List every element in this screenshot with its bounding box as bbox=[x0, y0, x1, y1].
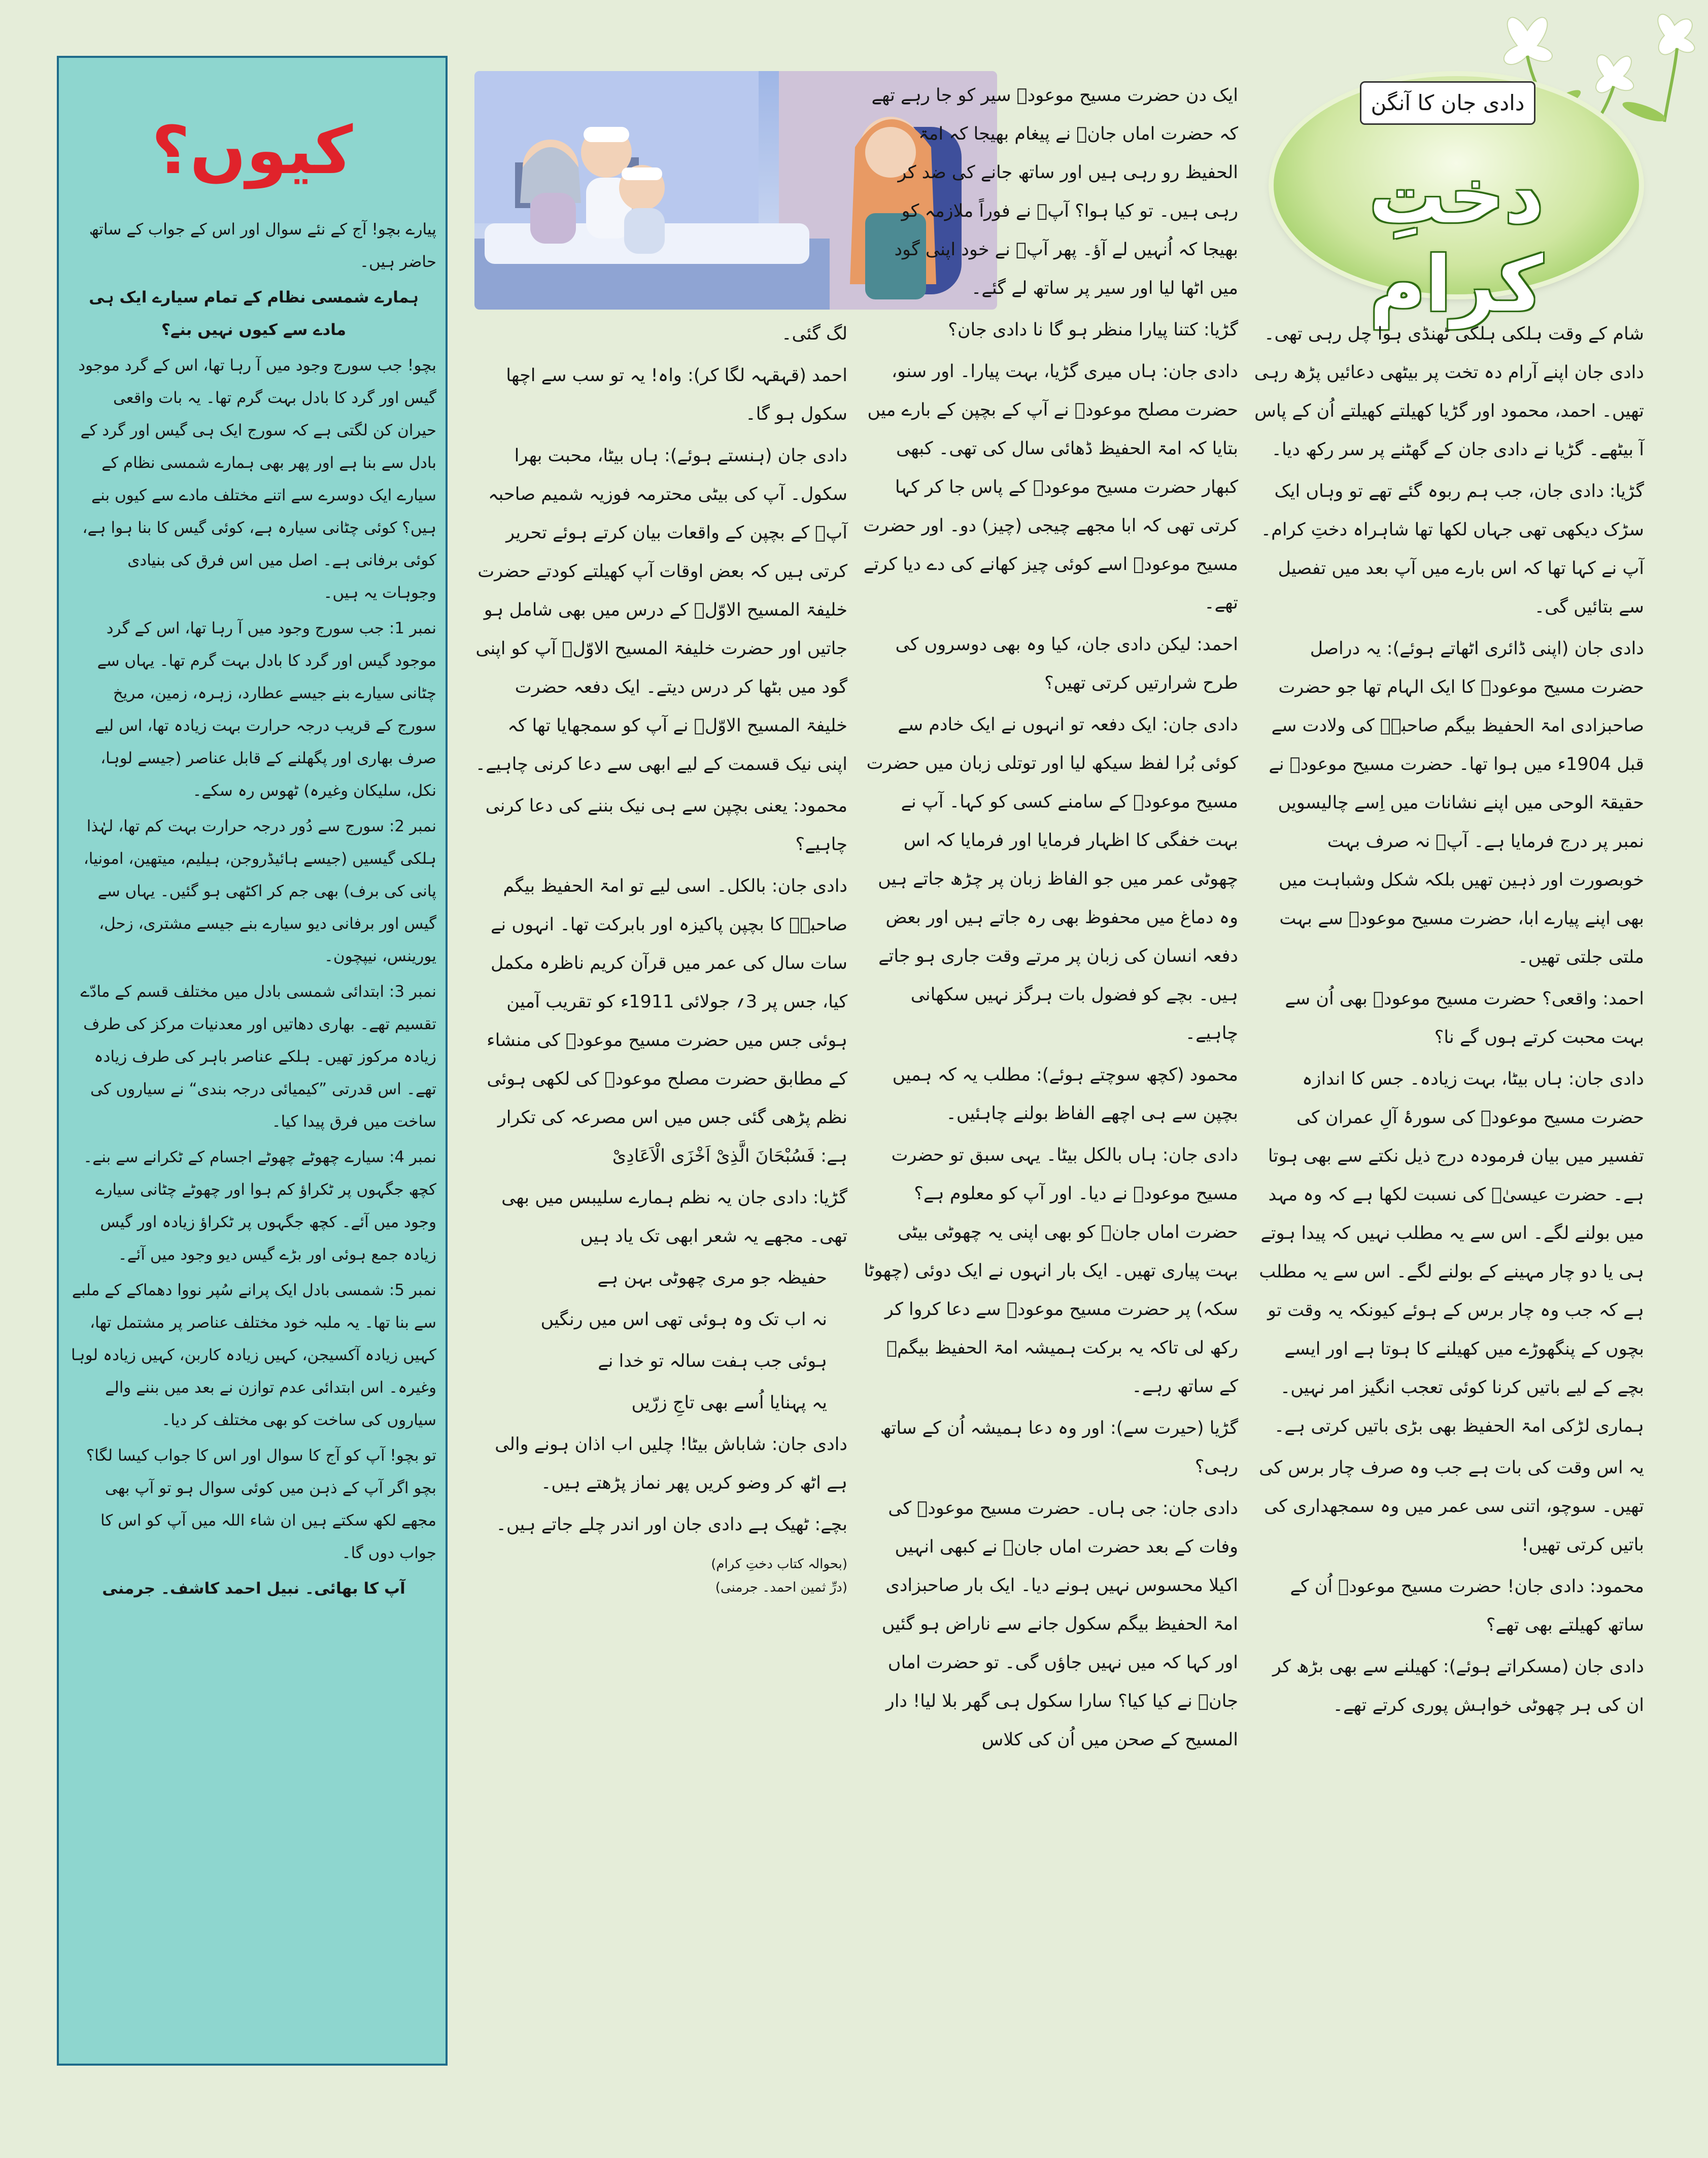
paragraph: دادی جان: جی ہاں۔ حضرت مسیح موعودؑ کی وفات کے بعد حضرت اماں جانؓ نے کبھی انہیں اکیلا محسوس نہیں ہونے دیا۔ ایک بار صاحبزادی امۃ الحفیظ بیگم سکول جانے سے ناراض ہو گئیں اور کہا کہ میں نہیں جاؤں گی۔ تو حضرت اماں جانؓ نے کیا کیا؟ سارا سکول ہی گھر بلا لیا! دار المسیح کے صحن میں اُن کی کلاس bbox=[881, 1498, 1238, 1750]
paragraph: گڑیا: کتنا پیارا منظر ہو گا نا دادی جان؟ bbox=[948, 320, 1238, 340]
paragraph: نمبر 1: جب سورج وجود میں آ رہا تھا، اس کے گرد موجود گیس اور گرد کا بادل بہت گرم تھا۔ یہاں سے چٹانی سیارے بنے جیسے عطارد، زہرہ، زمین، مریخ سورج کے قریب درجہ حرارت بہت زیادہ تھا، اس لیے صرف بھاری اور پگھلنے کے قابل عناصر (جیسے لوہا، نکل، سلیکان وغیرہ) ٹھوس رہ سکے۔ bbox=[95, 619, 436, 800]
paragraph: نمبر 2: سورج سے دُور درجہ حرارت بہت کم تھا، لہٰذا ہلکی گیسیں (جیسے ہائیڈروجن، ہیلیم، میتھین، امونیا، پانی کی برف) بھی جم کر اکٹھی ہو گئیں۔ یہاں سے گیس اور برفانی دیو سیارے بنے جیسے مشتری، زحل، یورینس، نیپچون۔ bbox=[83, 817, 436, 965]
paragraph: احمد: لیکن دادی جان، کیا وہ بھی دوسروں کی طرح شرارتیں کرتی تھیں؟ bbox=[895, 634, 1238, 693]
paragraph: یہ اس وقت کی بات ہے جب وہ صرف چار برس کی تھیں۔ سوچو، اتنی سی عمر میں وہ سمجھداری کی باتیں کرتی تھیں! bbox=[1259, 1458, 1644, 1555]
paragraph: گڑیا (حیرت سے): اور وہ دعا ہمیشہ اُن کے ساتھ رہی؟ bbox=[880, 1418, 1238, 1477]
poem-line: نہ اب تک وہ ہوئی تھی اس میں رنگیں bbox=[540, 1309, 827, 1330]
poem bbox=[472, 1259, 847, 1422]
author: (درِّ ثمین احمد۔ جرمنی) bbox=[715, 1580, 847, 1595]
signature: آپ کا بھائی۔ نبیل احمد کاشف۔ جرمنی bbox=[102, 1579, 405, 1598]
article-title: دختِ کرام bbox=[1369, 152, 1544, 329]
paragraph: ایک دن حضرت مسیح موعودؑ سیر کو جا رہے تھے کہ حضرت اماں جانؓ نے پیغام بھیجا کہ امۃ الحفیظ رو رہی ہیں اور ساتھ جانے کی ضد کر رہی ہیں۔ تو کیا ہوا؟ آپؑ نے فوراً ملازمہ کو بھیجا کہ اُنہیں لے آؤ۔ پھر آپؑ نے خود اپنی گود میں اٹھا لیا اور سیر پر ساتھ لے گئے۔ bbox=[871, 85, 1238, 298]
paragraph: پیارے بچو! آج کے نئے سوال اور اس کے جواب کے ساتھ حاضر ہیں۔ bbox=[89, 220, 436, 271]
paragraph: احمد (قہقہہ لگا کر): واہ! یہ تو سب سے اچھا سکول ہو گا۔ bbox=[506, 365, 847, 424]
paragraph: دادی جان: شاباش بیٹا! چلیں اب اذان ہونے والی ہے اٹھ کر وضو کریں پھر نماز پڑھتے ہیں۔ bbox=[495, 1434, 847, 1493]
paragraph: دادی جان: بالکل۔ اسی لیے تو امۃ الحفیظ بیگم صاحبہؓ کا بچپن پاکیزہ اور بابرکت تھا۔ انہوں نے سات سال کی عمر میں قرآن کریم ناظرہ مکمل کیا، جس پر 3؍ جولائی 1911ء کو تقریب آمین ہوئی جس میں حضرت مسیح موعودؑ کی منشاء کے مطابق حضرت مصلح موعودؓ کی لکھی ہوئی نظم پڑھی گئی جس میں اس مصرعہ کی تکرار ہے: فَسُبْحَانَ الَّذِیْ اَخْزَی الْاَعَادِیْ bbox=[487, 876, 847, 1166]
paragraph: بچے: ٹھیک ہے دادی جان اور اندر چلے جاتے ہیں۔ bbox=[496, 1514, 847, 1535]
paragraph: تو بچو! آپ کو آج کا سوال اور اس کا جواب کیسا لگا؟ بچو اگر آپ کے ذہن میں کوئی سوال ہو تو آپ بھی مجھے لکھ سکتے ہیں ان شاء اللہ میں آپ کو اس کا جواب دوں گا۔ bbox=[86, 1446, 436, 1562]
paragraph: گڑیا: دادی جان، جب ہم ربوہ گئے تھے تو وہاں ایک سڑک دیکھی تھی جہاں لکھا تھا شاہراہ دختِ کرام۔ آپ نے کہا تھا کہ اس بارے میں آپ بعد میں تفصیل سے بتائیں گی۔ bbox=[1260, 481, 1644, 617]
poem-line: یہ پہنایا اُسے بھی تاجِ زرّیں bbox=[631, 1393, 827, 1413]
paragraph: شام کے وقت ہلکی ہلکی ٹھنڈی ہوا چل رہی تھی۔ دادی جان اپنے آرام دہ تخت پر بیٹھی دعائیں پڑھ رہی تھیں۔ احمد، محمود اور گڑیا کھیلتے کھیلتے اُن کے پاس آ بیٹھے۔ گڑیا نے دادی جان کے گھٹنے پر سر رکھ دیا۔ bbox=[1254, 324, 1644, 460]
paragraph: محمود (کچھ سوچتے ہوئے): مطلب یہ کہ ہمیں بچپن سے ہی اچھے الفاظ بولنے چاہئیں۔ bbox=[892, 1065, 1238, 1124]
section-tag: دادی جان کا آنگن bbox=[1360, 81, 1535, 125]
paragraph: دادی جان (ہنستے ہوئے): ہاں بیٹا، محبت بھرا سکول۔ آپ کی بیٹی محترمہ فوزیہ شمیم صاحبہ آپؓ کے بچپن کے واقعات بیان کرتے ہوئے تحریر کرتی ہیں کہ بعض اوقات آپ کھیلتے کودتے حضرت خلیفۃ المسیح الاوّلؓ کے درس میں بھی شامل ہو جاتیں اور حضرت خلیفۃ المسیح الاوّلؓ آپ کو اپنی گود میں بٹھا کر درس دیتے۔ ایک دفعہ حضرت خلیفۃ المسیح الاوّلؓ نے آپ کو سمجھایا تھا کہ اپنی نیک قسمت کے لیے ابھی سے دعا کرنی چاہیے۔ bbox=[475, 446, 847, 774]
reference: (بحوالہ کتاب دختِ کرام) bbox=[711, 1557, 847, 1572]
paragraph: دادی جان (اپنی ڈائری اٹھاتے ہوئے): یہ دراصل حضرت مسیح موعودؑ کا ایک الہام تھا جو حضرت صاحبزادی امۃ الحفیظ بیگم صاحبہؓ کی ولادت سے قبل 1904ء میں ہوا تھا۔ حضرت مسیح موعودؑ نے حقیقۃ الوحی میں اپنے نشانات میں اِسے چالیسویں نمبر پر درج فرمایا ہے۔ آپؓ نہ صرف بہت خوبصورت اور ذہین تھیں بلکہ شکل وشباہت میں بھی اپنے پیارے ابا، حضرت مسیح موعودؑ سے بہت ملتی جلتی تھیں۔ bbox=[1269, 638, 1644, 967]
kyun-column bbox=[71, 213, 436, 1608]
paragraph: دادی جان: ہاں بیٹا، بہت زیادہ۔ جس کا اندازہ حضرت مسیح موعودؑ کی سورۂ آلِ عمران کی تفسیر میں بیان فرمودہ درج ذیل نکتے سے بھی ہوتا ہے۔ حضرت عیسیٰؑ کی نسبت لکھا ہے کہ وہ مہد میں بولنے لگے۔ اس سے یہ مطلب نہیں کہ پیدا ہوتے ہی یا دو چار مہینے کے بولنے لگے۔ اس سے یہ مطلب ہے کہ جب وہ چار برس کے ہوئے کیونکہ یہ وقت تو بچوں کے پنگھوڑے میں کھیلنے کا ہوتا ہے اور ایسے بچے کے لیے باتیں کرنا کوئی تعجب انگیز امر نہیں۔ ہماری لڑکی امۃ الحفیظ بھی بڑی باتیں کرتی ہے۔ bbox=[1259, 1069, 1644, 1436]
paragraph: نمبر 4: سیارے چھوٹے چھوٹے اجسام کے ٹکرانے سے بنے۔ کچھ جگہوں پر ٹکراؤ کم ہوا اور چھوٹے چٹانی سیارے وجود میں آئے۔ کچھ جگہوں پر ٹکراؤ زیادہ اور گیس زیادہ جمع ہوئی اور بڑے گیس دیو وجود میں آئے۔ bbox=[83, 1148, 436, 1264]
paragraph: لگ گئی۔ bbox=[781, 324, 847, 344]
column-mid-left bbox=[472, 315, 847, 1601]
paragraph: گڑیا: دادی جان یہ نظم ہمارے سلیبس میں بھی تھی۔ مجھے یہ شعر ابھی تک یاد ہیں bbox=[501, 1188, 847, 1246]
question: ہمارے شمسی نظام کے تمام سیارے ایک ہی مادے سے کیوں نہیں بنے؟ bbox=[89, 288, 419, 339]
poem-line: ہوئی جب ہفت سالہ تو خدا نے bbox=[598, 1351, 827, 1371]
paragraph: دادی جان: ایک دفعہ تو انہوں نے ایک خادم سے کوئی بُرا لفظ سیکھ لیا اور توتلی زبان میں حضرت مسیح موعودؑ کے سامنے کسی کو کہا۔ آپ نے بہت خفگی کا اظہار فرمایا اور فرمایا کہ اس چھوٹی عمر میں جو الفاظ زبان پر چڑھ جاتے ہیں وہ دماغ میں محفوظ بھی رہ جاتے ہیں اور بعض دفعہ انسان کی زبان پر مرتے وقت جاری ہو جاتے ہیں۔ بچے کو فضول بات ہرگز نہیں سکھانی چاہیے۔ bbox=[866, 715, 1238, 1043]
column-mid-right bbox=[863, 76, 1238, 1762]
paragraph: نمبر 3: ابتدائی شمسی بادل میں مختلف قسم کے مادّے تقسیم تھے۔ بھاری دھاتیں اور معدنیات مرکز کی طرف زیادہ مرکوز تھیں۔ ہلکے عناصر باہر کی طرف زیادہ تھے۔ اس قدرتی ”کیمیائی درجہ بندی“ نے سیاروں کی ساخت میں فرق پیدا کیا۔ bbox=[80, 983, 436, 1131]
paragraph: نمبر 5: شمسی بادل ایک پرانے سُپر نووا دھماکے کے ملبے سے بنا تھا۔ یہ ملبہ خود مختلف عناصر پر مشتمل تھا، کہیں زیادہ آکسیجن، کہیں زیادہ کاربن، کہیں زیادہ لوہا وغیرہ۔ اس ابتدائی عدم توازن نے بعد میں بننے والے سیاروں کی ساخت کو بھی مختلف کر دیا۔ bbox=[71, 1281, 436, 1429]
poem-line: حفیظہ جو مری چھوٹی بہن ہے bbox=[597, 1268, 827, 1288]
column-right bbox=[1253, 315, 1644, 1728]
paragraph: دادی جان (مسکراتے ہوئے): کھیلنے سے بھی بڑھ کر ان کی ہر چھوٹی خواہش پوری کرتے تھے۔ bbox=[1272, 1657, 1644, 1715]
paragraph: احمد: واقعی؟ حضرت مسیح موعودؑ بھی اُن سے بہت محبت کرتے ہوں گے نا؟ bbox=[1285, 989, 1644, 1048]
paragraph: دادی جان: ہاں بالکل بیٹا۔ یہی سبق تو حضرت مسیح موعودؑ نے دیا۔ اور آپ کو معلوم ہے؟ حضرت اماں جانؓ کو بھی اپنی یہ چھوٹی بیٹی بہت پیاری تھیں۔ ایک بار انہوں نے ایک دوئی (چھوٹا سکہ) پر حضرت مسیح موعودؑ سے دعا کروا کر رکھ لی تاکہ یہ برکت ہمیشہ امۃ الحفیظ بیگمؓ کے ساتھ رہے۔ bbox=[864, 1145, 1238, 1397]
box-title: کیوں؟ bbox=[151, 112, 353, 189]
paragraph: محمود: یعنی بچپن سے ہی نیک بننے کی دعا کرنی چاہیے؟ bbox=[485, 796, 847, 855]
paragraph: دادی جان: ہاں میری گڑیا، بہت پیارا۔ اور سنو، حضرت مصلح موعودؓ نے آپ کے بچپن کے بارے میں بتایا کہ امۃ الحفیظ ڈھائی سال کی تھی۔ کبھی کبھار حضرت مسیح موعودؑ کے پاس جا کر کہا کرتی تھی کہ ابا مجھے چیجی (چیز) دو۔ اور حضرت مسیح موعودؑ اسے کوئی چیز کھانے کی دے دیا کرتے تھے۔ bbox=[863, 361, 1238, 613]
paragraph: بچو! جب سورج وجود میں آ رہا تھا، اس کے گرد موجود گیس اور گرد کا بادل بہت گرم تھا۔ یہ بات واقعی حیران کن لگتی ہے کہ سورج ایک ہی گیس اور گرد کے بادل سے بنا ہے اور پھر بھی ہمارے شمسی نظام کے سیارے ایک دوسرے سے اتنے مختلف مادے سے کیوں بنے ہیں؟ کوئی چٹانی سیارہ ہے، کوئی گیس کا بنا ہوا ہے، کوئی برفانی ہے۔ اصل میں اس فرق کی بنیادی وجوہات یہ ہیں۔ bbox=[78, 356, 436, 602]
paragraph: محمود: دادی جان! حضرت مسیح موعودؑ اُن کے ساتھ کھیلتے بھی تھے؟ bbox=[1290, 1576, 1644, 1635]
